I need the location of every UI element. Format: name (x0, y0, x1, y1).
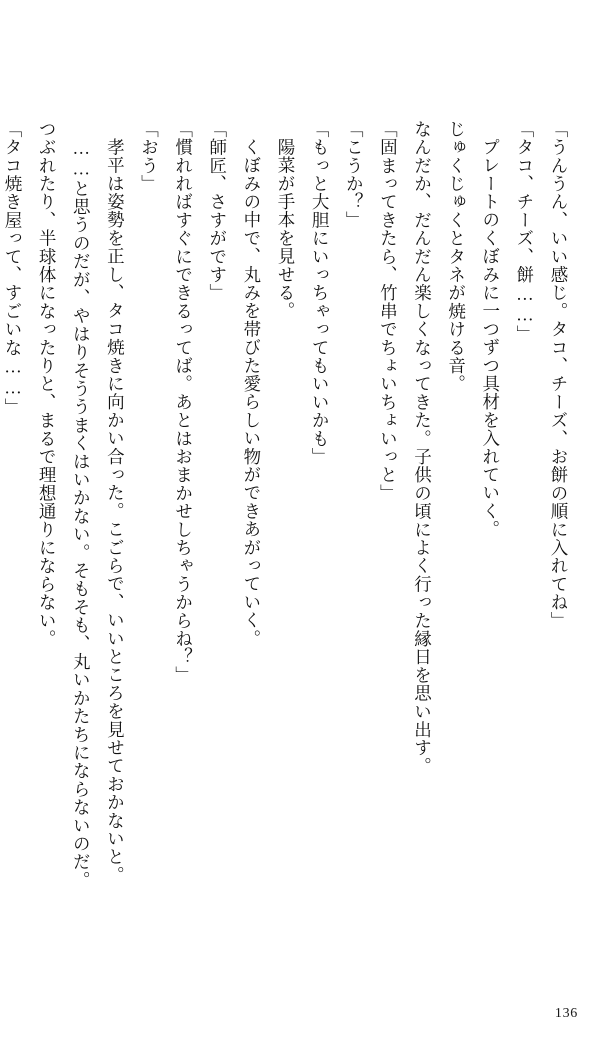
paragraph: ……と思うのだが、やはりそううまくはいかない。そもそも、丸いかたちにならないのだ。 (71, 137, 92, 889)
paragraph: 「固まってきたら、竹串でちょいちょいっと」 (378, 120, 399, 503)
vertical-text-body (3, 120, 576, 960)
paragraph: くぼみの中で、丸みを帯びた愛らしい物ができあがっていく。 (241, 137, 262, 648)
paragraph: 陽菜が手本を見せる。 (276, 137, 296, 320)
paragraph: 「師匠、さすがです」 (207, 120, 228, 302)
paragraph: 「タコ焼き屋って、すごいな……」 (3, 120, 23, 417)
paragraph: 「タコ、チーズ、餅……」 (514, 120, 535, 344)
paragraph: 「慣れればすぐにできるってば。あとはおまかせしちゃうからね？」 (173, 120, 194, 685)
paragraph: 「おう」 (139, 120, 160, 193)
paragraph: プレートのくぼみに一つずつ具材を入れていく。 (480, 137, 501, 538)
paragraph: 孝平は姿勢を正し、タコ焼きに向かい合った。こごらで、いいところを見せておかないと。 (105, 137, 126, 884)
page-number: 136 (554, 1006, 578, 1021)
paragraph: じゅくじゅくとタネが焼ける音。 (446, 120, 467, 393)
paragraph: 「こうか？」 (344, 120, 365, 230)
paragraph: つぶれたり、半球体になったりと、まるで理想通りにならない。 (37, 120, 58, 648)
paragraph: なんだか、だんだん楽しくなってきた。子供の頃によく行った縁日を思い出す。 (412, 120, 433, 776)
paragraph: 「もっと大胆にいっちゃってもいいかも」 (310, 120, 331, 466)
paragraph: 「うんうん、いい感じ。タコ、チーズ、お餅の順に入れてね」 (549, 120, 569, 630)
